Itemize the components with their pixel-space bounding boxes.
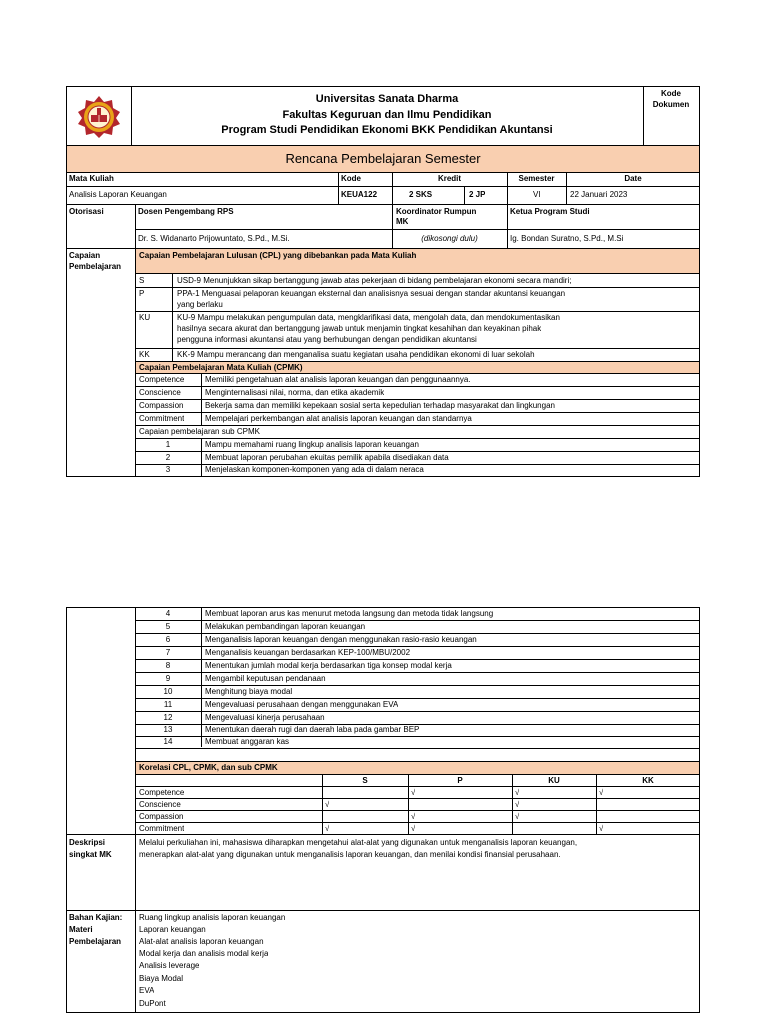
cpmk-name: Commitment <box>139 414 185 423</box>
course-date: 22 Januari 2023 <box>570 190 628 199</box>
bahan-item: Modal kerja dan analisis modal kerja <box>139 949 269 958</box>
label-date: Date <box>624 174 642 183</box>
sub-cpmk-text: Menghitung biaya modal <box>205 687 293 696</box>
label-mata-kuliah: Mata Kuliah <box>69 174 114 183</box>
capaian-label: Capaian <box>69 251 101 260</box>
sub-cpmk-no: 4 <box>165 609 171 618</box>
cpl-heading: Capaian Pembelajaran Lulusan (CPL) yang dibebankan pada Mata Kuliah <box>139 251 417 260</box>
cpmk-text: Menginternalisasi nilai, norma, dan etika akademik <box>205 388 385 397</box>
sub-cpmk-text: Mengevaluasi perusahaan dengan menggunakan EVA <box>205 700 399 709</box>
rps-title: Rencana Pembelajaran Semester <box>285 151 481 166</box>
sub-cpmk-no: 1 <box>165 440 171 449</box>
check-mark: √ <box>411 788 416 797</box>
check-mark: √ <box>515 788 520 797</box>
bahan-label: Bahan Kajian: <box>69 913 123 922</box>
cpl-text: yang berlaku <box>177 300 223 309</box>
cpl-text: USD-9 Menunjukkan sikap bertanggung jawab atas pekerjaan di bidang pembelajaran ekonomi secara mandiri; <box>177 276 572 285</box>
sub-cpmk-text: Menentukan jumlah modal kerja berdasarkan tiga konsep modal kerja <box>205 661 452 670</box>
cpl-code: KU <box>139 313 151 322</box>
sub-cpmk-no: 8 <box>165 661 171 670</box>
sub-cpmk-no: 2 <box>165 453 171 462</box>
sub-cpmk-no: 5 <box>165 622 171 631</box>
program-name: Program Studi Pendidikan Ekonomi BKK Pendidikan Akuntansi <box>221 124 553 136</box>
bahan-label-2: Materi <box>69 925 93 934</box>
otorisasi-label: Otorisasi <box>69 207 104 216</box>
sub-cpmk-text: Menjelaskan komponen-komponen yang ada di dalam neraca <box>205 465 424 474</box>
deskripsi-text: menerapkan alat-alat yang digunakan untuk menganalisis laporan keuangan, dan menilai kondisi finansial perusahaan. <box>139 850 561 859</box>
check-mark: √ <box>515 812 520 821</box>
korelasi-heading: Korelasi CPL, CPMK, dan sub CPMK <box>139 763 278 772</box>
korelasi-row-name: Compassion <box>139 812 184 821</box>
korelasi-col: S <box>362 776 368 785</box>
dosen-name: Dr. S. Widanarto Prijowuntato, S.Pd., M.Si. <box>138 234 290 243</box>
university-name: Universitas Sanata Dharma <box>315 93 459 105</box>
korelasi-row-name: Competence <box>139 788 185 797</box>
course-jp: 2 JP <box>469 190 486 199</box>
bahan-item: DuPont <box>139 999 166 1008</box>
sub-cpmk-text: Membuat anggaran kas <box>205 737 290 746</box>
sub-cpmk-no: 11 <box>163 700 173 709</box>
bahan-item: Analisis leverage <box>139 961 200 970</box>
sub-cpmk-text: Menentukan daerah rugi dan daerah laba pada gambar BEP <box>205 725 420 734</box>
cpl-text: PPA-1 Menguasai pelaporan keuangan eksternal dan analisisnya sesuai dengan standar akuntansi keuangan <box>177 289 566 298</box>
sub-cpmk-text: Mampu memahami ruang lingkup analisis laporan keuangan <box>205 440 419 449</box>
sub-cpmk-no: 13 <box>163 725 173 734</box>
check-mark: √ <box>325 824 330 833</box>
cpmk-text: Bekerja sama dan memiliki kepekaan sosial serta kepedulian terhadap masyarakat dan lingkungan <box>205 401 555 410</box>
doc-code-label: Kode Dokumen <box>652 89 690 109</box>
bahan-item: EVA <box>139 986 155 995</box>
korelasi-col: KU <box>548 776 560 785</box>
cpl-code: P <box>139 289 145 298</box>
cpl-code: KK <box>139 350 150 359</box>
cpl-text: pengguna informasi akuntansi atau yang berhubungan dengan pendidikan akuntansi <box>177 335 477 344</box>
check-mark: √ <box>515 800 520 809</box>
korelasi-row-name: Commitment <box>139 824 185 833</box>
check-mark: √ <box>411 812 416 821</box>
sub-cpmk-text: Membuat laporan arus kas menurut metoda langsung dan metoda tidak langsung <box>205 609 494 618</box>
deskripsi-text: Melalui perkuliahan ini, mahasiswa diharapkan mengetahui alat-alat yang digunakan untuk menganalisis laporan keuangan, <box>139 838 578 847</box>
cpmk-text: Mempelajari perkembangan alat analisis laporan keuangan dan standarnya <box>205 414 472 423</box>
sub-cpmk-no: 9 <box>165 674 171 683</box>
koordinator-label-2: MK <box>396 217 409 226</box>
cpl-text: KU-9 Mampu melakukan pengumpulan data, mengklarifikasi data, mengolah data, dan mendokumentasikan <box>177 313 560 322</box>
bahan-item: Ruang lingkup analisis laporan keuangan <box>139 913 286 922</box>
deskripsi-label: Deskripsi <box>69 838 106 847</box>
koordinator-label: Koordinator Rumpun <box>396 207 477 216</box>
label-kode: Kode <box>341 174 361 183</box>
bahan-item: Biaya Modal <box>139 974 184 983</box>
course-code: KEUA122 <box>341 190 378 199</box>
course-sks: 2 SKS <box>409 190 433 199</box>
dosen-label: Dosen Pengembang RPS <box>138 207 234 216</box>
cpmk-name: Conscience <box>139 388 181 397</box>
cpl-text: hasilnya secara akurat dan bertanggung jawab untuk menjamin tingkat kesahihan dan keyakinan pihak <box>177 324 542 333</box>
cpmk-text: Memiliki pengetahuan alat analisis laporan keuangan dan penggunaannya. <box>205 375 471 384</box>
check-mark: √ <box>599 788 604 797</box>
ketua-name: Ig. Bondan Suratno, S.Pd., M.Si <box>510 234 624 243</box>
ketua-label: Ketua Program Studi <box>510 207 590 216</box>
sub-cpmk-text: Menganalisis laporan keuangan dengan menggunakan rasio-rasio keuangan <box>205 635 477 644</box>
course-name: Analisis Laporan Keuangan <box>69 190 167 199</box>
check-mark: √ <box>325 800 330 809</box>
korelasi-col: KK <box>642 776 654 785</box>
bahan-label-3: Pembelajaran <box>69 937 122 946</box>
cpl-text: KK-9 Mampu merancang dan menganalisa suatu kegiatan usaha pendidikan ekonomi di luar sekolah <box>177 350 535 359</box>
sub-cpmk-no: 14 <box>163 737 173 746</box>
course-semester: VI <box>533 190 541 199</box>
sub-cpmk-text: Menganalisis keuangan berdasarkan KEP-100/MBU/2002 <box>205 648 411 657</box>
university-logo <box>75 95 123 139</box>
check-mark: √ <box>411 824 416 833</box>
sub-cpmk-no: 10 <box>163 687 173 696</box>
cpmk-name: Competence <box>139 375 185 384</box>
deskripsi-label-2: singkat MK <box>69 850 112 859</box>
koordinator-name: (dikosongi dulu) <box>421 234 478 243</box>
faculty-name: Fakultas Keguruan dan Ilmu Pendidikan <box>282 109 492 121</box>
label-kredit: Kredit <box>437 174 462 183</box>
bahan-item: Laporan keuangan <box>139 925 206 934</box>
sub-cpmk-no: 3 <box>165 465 171 474</box>
sub-cpmk-text: Mengambil keputusan pendanaan <box>205 674 326 683</box>
check-mark: √ <box>599 824 604 833</box>
sub-cpmk-no: 6 <box>165 635 171 644</box>
label-semester: Semester <box>518 174 555 183</box>
sub-cpmk-no: 7 <box>165 648 171 657</box>
korelasi-row-name: Conscience <box>139 800 181 809</box>
sub-cpmk-text: Melakukan pembandingan laporan keuangan <box>205 622 366 631</box>
cpmk-heading: Capaian Pembelajaran Mata Kuliah (CPMK) <box>139 363 303 372</box>
sub-cpmk-heading: Capaian pembelajaran sub CPMK <box>139 427 260 436</box>
korelasi-col: P <box>457 776 463 785</box>
sub-cpmk-no: 12 <box>163 713 173 722</box>
cpmk-name: Compassion <box>139 401 184 410</box>
cpl-code: S <box>139 276 145 285</box>
capaian-label-2: Pembelajaran <box>69 262 122 271</box>
sub-cpmk-text: Membuat laporan perubahan ekuitas pemilik apabila disediakan data <box>205 453 449 462</box>
sub-cpmk-text: Mengevaluasi kinerja perusahaan <box>205 713 325 722</box>
bahan-item: Alat-alat analisis laporan keuangan <box>139 937 264 946</box>
